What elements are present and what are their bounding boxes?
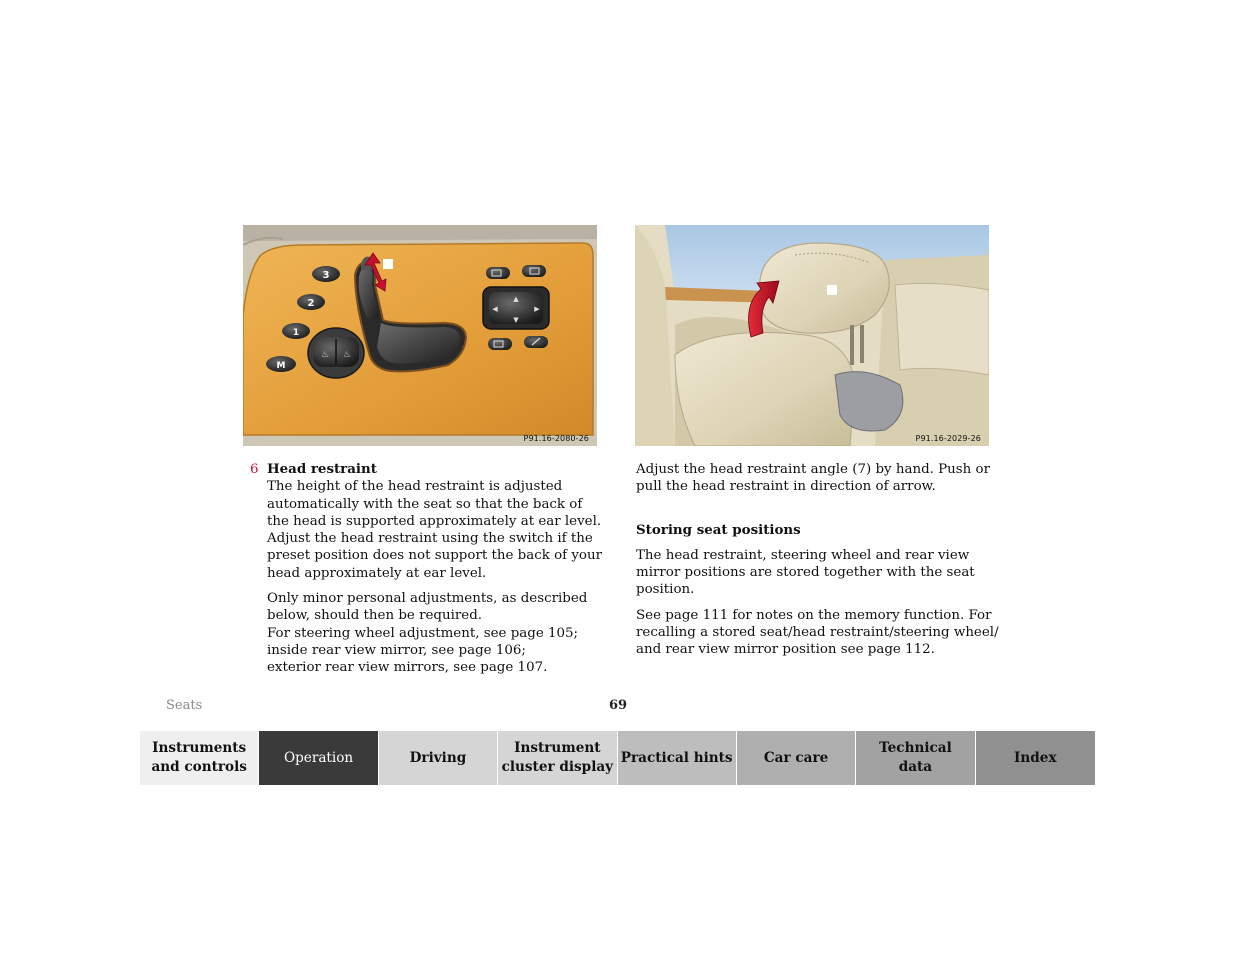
right-text-column — [636, 461, 1001, 659]
callout-marker — [383, 259, 393, 269]
mirror-fold-button — [488, 338, 512, 350]
tab-index[interactable]: Index — [976, 731, 1095, 785]
svg-text:♨: ♨ — [342, 350, 352, 360]
svg-text:3: 3 — [322, 270, 330, 281]
adjustments-line: Only minor personal adjustments, as described — [267, 591, 588, 607]
seat-switch-illustration — [243, 225, 597, 446]
exterior-mirror-reference: exterior rear view mirrors, see page 107. — [267, 660, 548, 676]
memory-function-paragraph: See page 111 for notes on the memory function. For recalling a stored seat/head restraint/steering wheel/ and rear view mirror position see page 112. — [636, 607, 999, 658]
inside-mirror-reference: inside rear view mirror, see page 106; — [267, 642, 526, 658]
tab-instruments-and-controls[interactable]: Instruments and controls — [140, 731, 259, 785]
item-number: 6 — [250, 462, 259, 477]
svg-text:◀: ◀ — [492, 305, 498, 313]
head-restraint-illustration — [635, 225, 989, 446]
svg-text:2: 2 — [307, 298, 315, 309]
section-label: Seats — [166, 698, 203, 713]
svg-text:▶: ▶ — [534, 305, 540, 313]
steering-wheel-reference: For steering wheel adjustment, see page 105; — [267, 625, 579, 641]
memory-button-1 — [282, 323, 310, 339]
head-restraint-drawing — [635, 225, 989, 446]
memory-button-m — [266, 356, 296, 372]
memory-button-3 — [312, 266, 340, 282]
mirror-direction-pad — [483, 287, 549, 329]
tab-operation[interactable]: Operation — [259, 731, 378, 785]
storing-heading: Storing seat positions — [636, 521, 801, 538]
tab-technical-data[interactable]: Technical data — [856, 731, 975, 785]
svg-text:1: 1 — [292, 328, 300, 338]
figure-code: P91.16-2080-26 — [523, 434, 589, 443]
adjustments-line: below, should then be required. — [267, 608, 483, 624]
seat-switch-drawing — [243, 225, 597, 446]
svg-text:♨: ♨ — [320, 350, 330, 360]
storing-paragraph: The head restraint, steering wheel and rear view mirror positions are stored together with the seat position. — [636, 547, 975, 598]
mirror-button-left — [486, 267, 510, 279]
mirror-button-right — [522, 265, 546, 277]
svg-text:▼: ▼ — [513, 316, 519, 324]
svg-text:M: M — [276, 361, 286, 371]
memory-button-2 — [297, 294, 325, 310]
callout-marker — [827, 285, 837, 295]
tab-practical-hints[interactable]: Practical hints — [618, 731, 737, 785]
item-paragraph: The height of the head restraint is adjusted automatically with the seat so that the back of the head is supported approximately at ear level. Adjust the head restraint using the switch if the preset position does not support the back of your head approximately at ear level. — [267, 479, 603, 581]
svg-text:▲: ▲ — [513, 295, 519, 303]
tab-driving[interactable]: Driving — [379, 731, 498, 785]
mirror-heat-button — [524, 336, 548, 348]
chapter-nav — [140, 731, 1095, 785]
seat-heater-switch — [308, 328, 364, 378]
tab-car-care[interactable]: Car care — [737, 731, 856, 785]
item-head-restraint — [248, 461, 608, 677]
tab-instrument-cluster-display[interactable]: Instrument cluster display — [498, 731, 617, 785]
angle-adjust-paragraph: Adjust the head restraint angle (7) by hand. Push or pull the head restraint in direction of arrow. — [636, 462, 991, 495]
item-title: Head restraint — [267, 461, 377, 477]
figure-code: P91.16-2029-26 — [915, 434, 981, 443]
page-number: 69 — [609, 698, 628, 713]
left-text-column — [248, 461, 608, 677]
